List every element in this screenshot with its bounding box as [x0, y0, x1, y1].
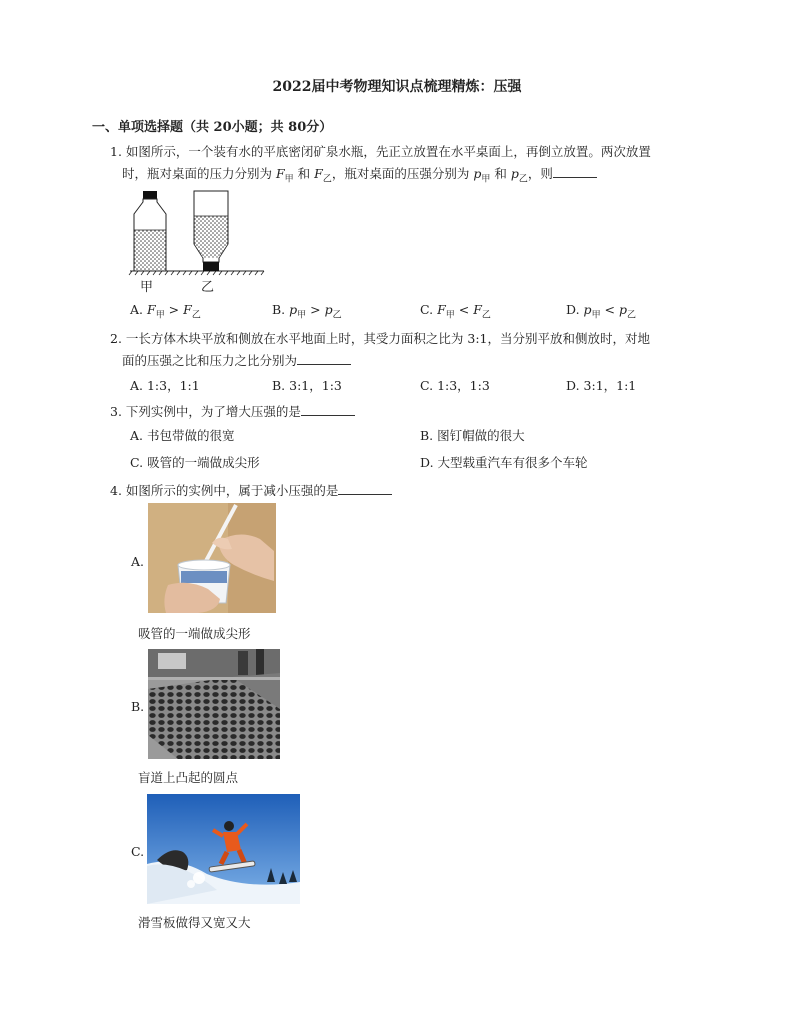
figure-label-yi: 乙 — [201, 280, 215, 295]
question-1 — [110, 141, 710, 191]
q2-option-c[interactable]: C. 1:3，1:3 — [420, 378, 490, 393]
q4-option-c-caption: 滑雪板做得又宽又大 — [138, 915, 251, 930]
straw-cup-photo — [148, 503, 276, 613]
q4-option-b-caption: 盲道上凸起的圆点 — [138, 770, 239, 785]
q3-option-b[interactable]: B. 图钉帽做的很大 — [420, 428, 525, 443]
question-3 — [110, 401, 710, 423]
answer-blank[interactable] — [301, 401, 355, 416]
q2-option-a[interactable]: A. 1:3，1:1 — [130, 378, 200, 393]
q1-option-a[interactable]: A. $F_甲 > F_乙$ — [130, 302, 201, 321]
q3-option-a[interactable]: A. 书包带做的很宽 — [130, 428, 235, 443]
section-heading: 一、单项选择题（共 20小题；共 80分） — [92, 120, 333, 135]
answer-blank[interactable] — [338, 480, 392, 495]
q1-option-c[interactable]: C. $F_甲 < F_乙$ — [420, 302, 491, 321]
q1-option-d[interactable]: D. $p_甲 < p_乙$ — [566, 302, 637, 321]
q4-option-a-letter[interactable]: A. — [131, 554, 145, 569]
q2-option-d[interactable]: D. 3:1，1:1 — [566, 378, 637, 393]
q2-line1: 2. 一长方体木块平放和侧放在水平地面上时，其受力面积之比为 3:1，当分别平放和侧放时，对地 — [110, 331, 650, 346]
q4-option-c-letter[interactable]: C. — [131, 844, 145, 859]
q1-line2: 时，瓶对桌面的压力分别为 $F_甲$ 和 $F_乙$，瓶对桌面的压强分别为 $p_甲$ 和 $p_乙$，则 — [110, 163, 710, 191]
q3-line1: 3. 下列实例中，为了增大压强的是 — [110, 404, 301, 419]
q2-line2: 面的压强之比和压力之比分别为 — [110, 350, 710, 372]
snowboarder-photo — [147, 794, 300, 904]
question-4 — [110, 480, 710, 502]
q4-option-b-letter[interactable]: B. — [131, 699, 145, 714]
page-title: 2022届中考物理知识点梳理精炼：压强 — [272, 79, 522, 95]
q1-line1: 1. 如图所示，一个装有水的平底密闭矿泉水瓶，先正立放置在水平桌面上，再倒立放置。两次放置 — [110, 144, 651, 159]
q2-option-b[interactable]: B. 3:1，1:3 — [272, 378, 342, 393]
question-2 — [110, 328, 710, 372]
q3-option-d[interactable]: D. 大型载重汽车有很多个车轮 — [420, 455, 588, 470]
bottle-figure — [128, 188, 268, 278]
answer-blank[interactable] — [553, 163, 597, 178]
q4-option-a-caption: 吸管的一端做成尖形 — [138, 626, 251, 641]
answer-blank[interactable] — [297, 350, 351, 365]
q4-line1: 4. 如图所示的实例中，属于减小压强的是 — [110, 483, 339, 498]
tactile-paving-photo — [148, 649, 280, 759]
q3-option-c[interactable]: C. 吸管的一端做成尖形 — [130, 455, 260, 470]
figure-label-jia: 甲 — [140, 280, 154, 295]
q1-option-b[interactable]: B. $p_甲 > p_乙$ — [272, 302, 342, 321]
